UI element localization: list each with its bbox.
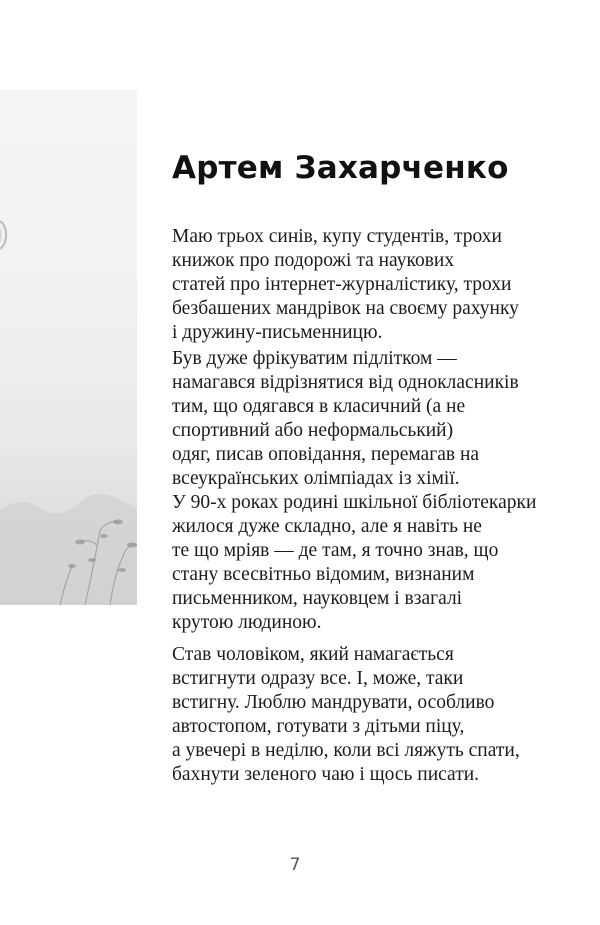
text-line: встигну. Люблю мандрувати, особливо [172, 692, 495, 713]
bio-paragraph-1 [172, 225, 519, 345]
text-line: Став чоловіком, який намагається [172, 644, 454, 665]
text-line: всеукраїнських олімпіадах із хімії. [172, 468, 460, 489]
photo-background-shapes [0, 90, 137, 605]
bio-paragraph-3 [172, 643, 520, 787]
text-line: письменником, науковцем і взагалі [172, 588, 463, 609]
text-line: автостопом, готувати з дітьми піцу, [172, 716, 465, 737]
author-photo [0, 90, 137, 605]
text-line: У 90-х роках родині шкільної бібліотекарки [172, 492, 537, 513]
text-line: встигнути одразу все. І, може, таки [172, 668, 464, 689]
bio-paragraph-2 [172, 347, 536, 635]
text-line: жилося дуже складно, але я навіть не [172, 516, 482, 537]
text-line: спортивний або неформальський) [172, 420, 454, 441]
text-line: Був дуже фрікуватим підлітком — [172, 348, 457, 369]
text-line: стану всесвітньо відомим, визнаним [172, 564, 475, 585]
text-line: тим, що одягався в класичний (а не [172, 396, 466, 417]
text-line: одяг, писав оповідання, перемагав на [172, 444, 480, 465]
text-line: статей про інтернет-журналістику, трохи [172, 274, 512, 295]
page-number: 7 [289, 855, 301, 875]
text-line: Маю трьох синів, купу студентів, трохи [172, 226, 502, 247]
text-line: безбашених мандрівок на своєму рахунку [172, 298, 519, 319]
text-line: а увечері в неділю, коли всі ляжуть спати, [172, 740, 520, 761]
author-name-heading: Артем Захарченко [172, 150, 509, 186]
text-line: те що мріяв — де там, я точно знав, що [172, 540, 499, 561]
text-line: намагався відрізнятися від однокласників [172, 372, 519, 393]
text-line: бахнути зеленого чаю і щось писати. [172, 764, 480, 785]
text-line: крутою людиною. [172, 612, 322, 633]
text-line: і дружину-письменницю. [172, 322, 383, 343]
text-line: книжок про подорожі та наукових [172, 250, 455, 271]
